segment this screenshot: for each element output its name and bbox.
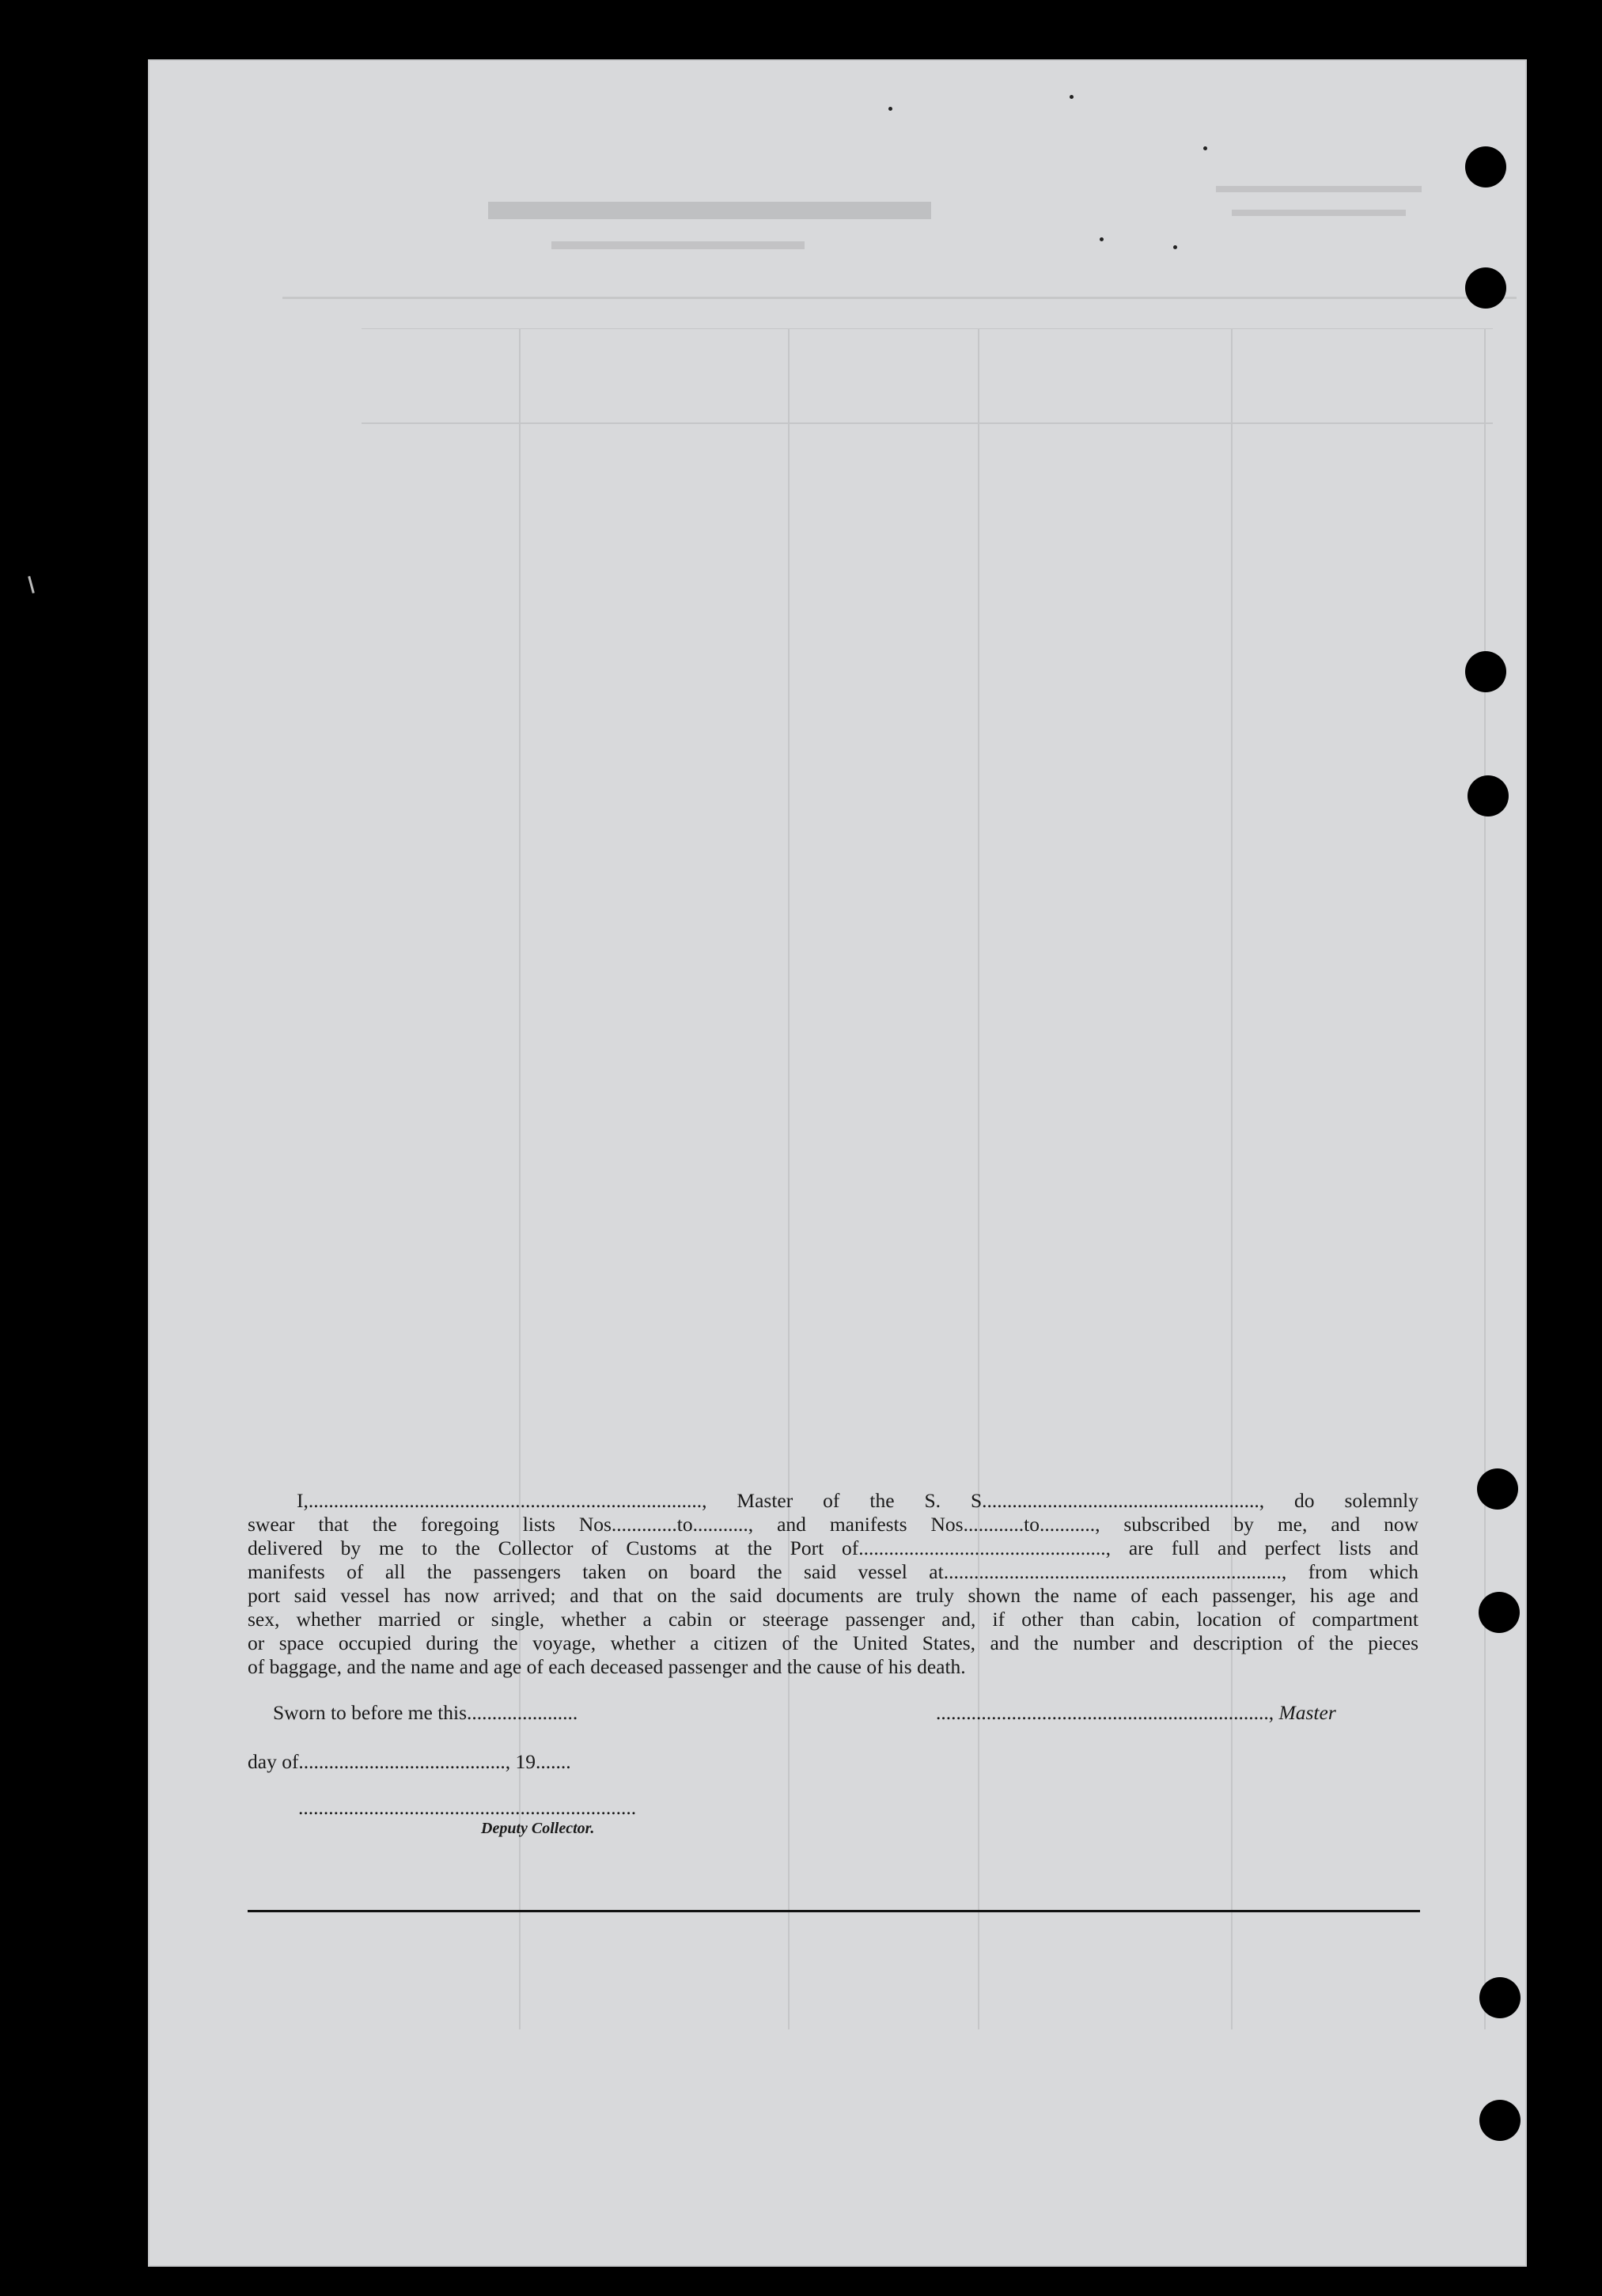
deputy-dots-line [298, 1796, 636, 1820]
day-line [248, 1750, 571, 1774]
oath-line-6: sex, whether married or single, whether a cabin or steerage passenger and, if other than cabin, location of compartment [248, 1608, 1418, 1631]
punch-hole-2 [1465, 267, 1506, 309]
oath-line-1: I,.............................................................................., Master of the S. S......................................................., do solemnly [297, 1489, 1418, 1512]
faint-bleedthrough-header [282, 138, 1517, 344]
punch-hole-7 [1479, 1977, 1521, 2018]
punch-hole-1 [1465, 146, 1506, 188]
punch-hole-4 [1468, 775, 1509, 816]
horizontal-rule [248, 1910, 1420, 1912]
punch-hole-6 [1479, 1592, 1520, 1633]
master-signature-line [936, 1701, 1336, 1725]
sworn-line [273, 1701, 578, 1725]
faint-bleedthrough-grid [362, 328, 1493, 2029]
oath-line-3: delivered by me to the Collector of Customs at the Port of................................................., are full and perfect lists and [248, 1536, 1418, 1559]
oath-line-8: of baggage, and the name and age of each deceased passenger and the cause of his death. [248, 1655, 966, 1678]
manifest-page [148, 59, 1527, 2267]
punch-hole-8 [1479, 2100, 1521, 2141]
speck [1203, 146, 1207, 150]
punch-hole-5 [1477, 1468, 1518, 1510]
oath-line-4: manifests of all the passengers taken on board the said vessel at..................................................................., from which [248, 1560, 1418, 1583]
punch-hole-3 [1465, 651, 1506, 692]
speck [1070, 95, 1074, 99]
master-dots: .................................................................., [936, 1701, 1274, 1724]
oath-line-5: port said vessel has now arrived; and that on the said documents are truly shown the name of each passenger, his age and [248, 1584, 1418, 1607]
speck [1100, 237, 1104, 241]
speck [1173, 245, 1177, 249]
speck [888, 107, 892, 111]
oath-line-2: swear that the foregoing lists Nos.............to..........., and manifests Nos............to..........., subscribed by me, and now [248, 1513, 1418, 1536]
sworn-text: Sworn to before me this...................... [273, 1701, 578, 1724]
deputy-dots: ................................................................... [298, 1796, 637, 1819]
oath-paragraph [248, 1489, 1418, 1679]
oath-line-7: or space occupied during the voyage, whether a citizen of the United States, and the number and description of the pieces [248, 1631, 1418, 1654]
day-text: day of........................................., 19....... [248, 1750, 571, 1773]
master-label: Master [1278, 1701, 1336, 1724]
deputy-collector-label: Deputy Collector. [481, 1820, 595, 1837]
film-scratch [28, 576, 35, 593]
